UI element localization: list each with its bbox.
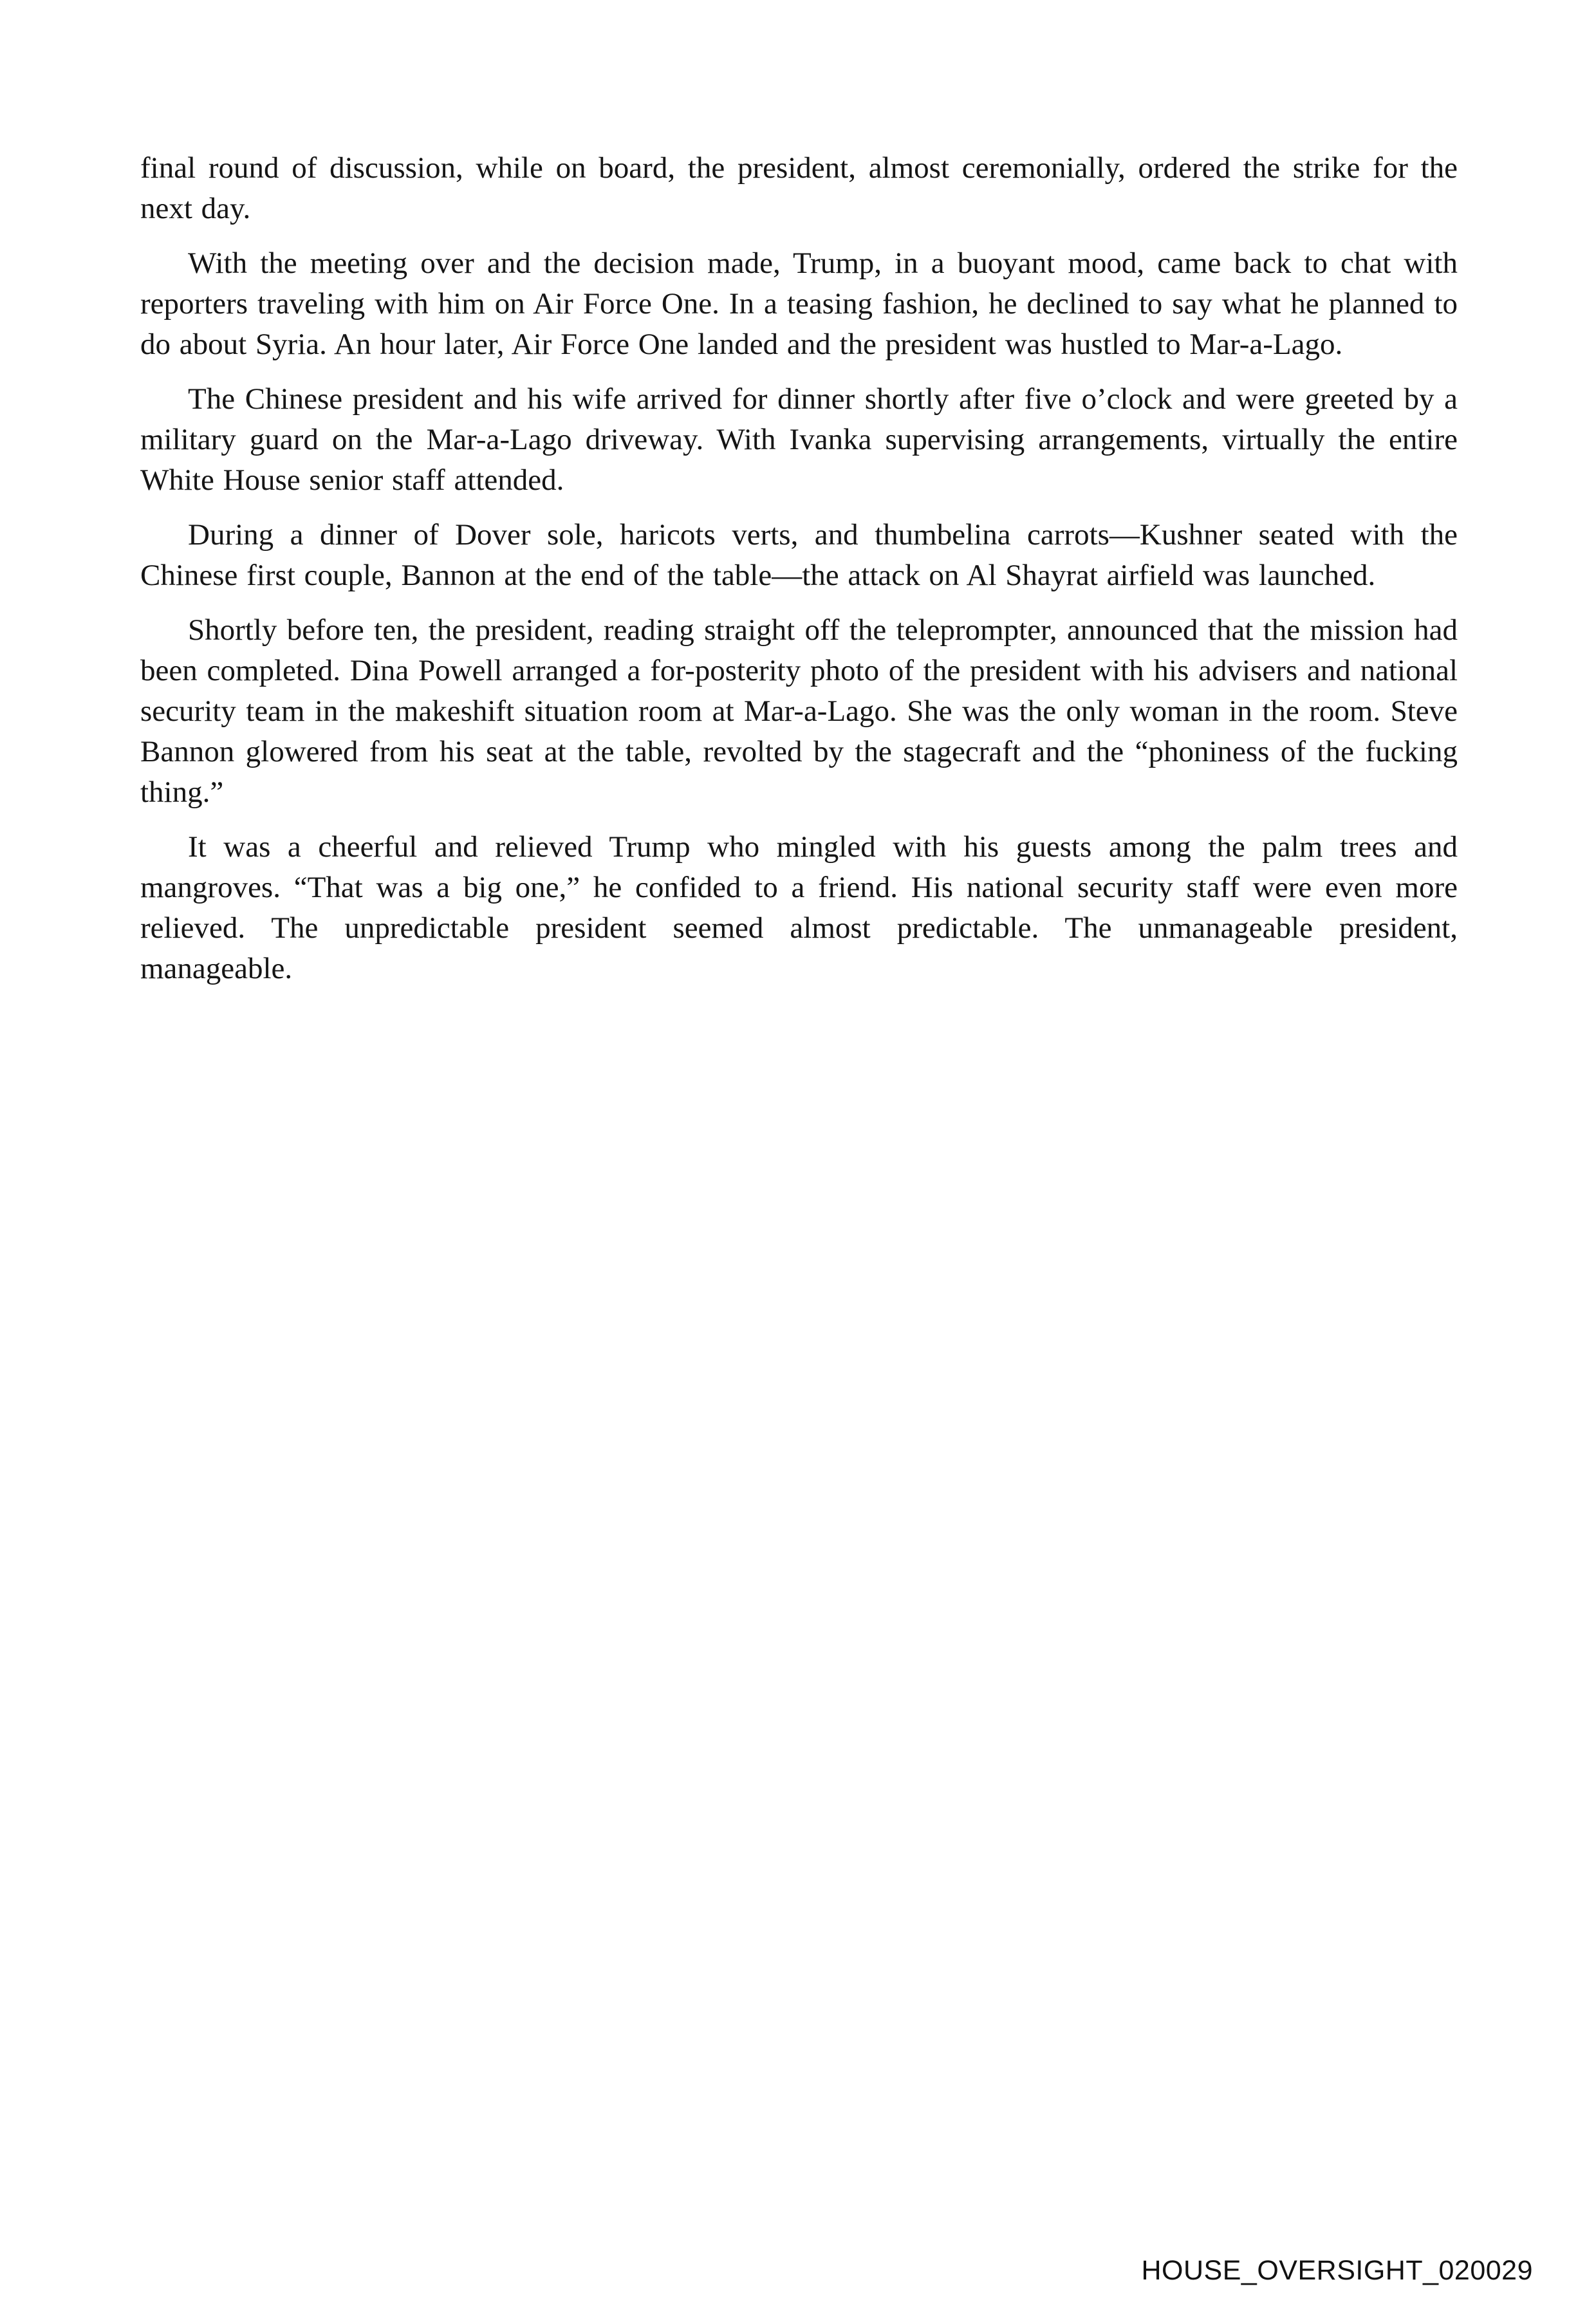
page-text-block: [140, 148, 1458, 989]
paragraph: The Chinese president and his wife arrived for dinner shortly after five o’clock and were greeted by a military guard on the Mar-a-Lago driveway. With Ivanka supervising arrangements, virtually the entire White House senior staff attended.: [140, 382, 1458, 497]
paragraph: During a dinner of Dover sole, haricots verts, and thumbelina carrots—Kushner seated with the Chinese first couple, Bannon at the end of the table—the attack on Al Shayrat airfield was launched.: [140, 518, 1458, 592]
paragraph: final round of discussion, while on board, the president, almost ceremonially, ordered the strike for the next day.: [140, 151, 1458, 225]
paragraph: It was a cheerful and relieved Trump who mingled with his guests among the palm trees and mangroves. “That was a big one,” he confided to a friend. His national security staff were even more relieved. The unpredictable president seemed almost predictable. The unmanageable president, manageable.: [140, 830, 1458, 985]
paragraph: With the meeting over and the decision made, Trump, in a buoyant mood, came back to chat with reporters traveling with him on Air Force One. In a teasing fashion, he declined to say what he planned to do about Syria. An hour later, Air Force One landed and the president was hustled to Mar-a-Lago.: [140, 246, 1458, 361]
bates-stamp: HOUSE_OVERSIGHT_020029: [1141, 2255, 1533, 2286]
paragraph: Shortly before ten, the president, reading straight off the teleprompter, announced that the mission had been completed. Dina Powell arranged a for-posterity photo of the president with his advisers and national security team in the makeshift situation room at Mar-a-Lago. She was the only woman in the room. Steve Bannon glowered from his seat at the table, revolted by the stagecraft and the “phoniness of the fucking thing.”: [140, 613, 1458, 809]
